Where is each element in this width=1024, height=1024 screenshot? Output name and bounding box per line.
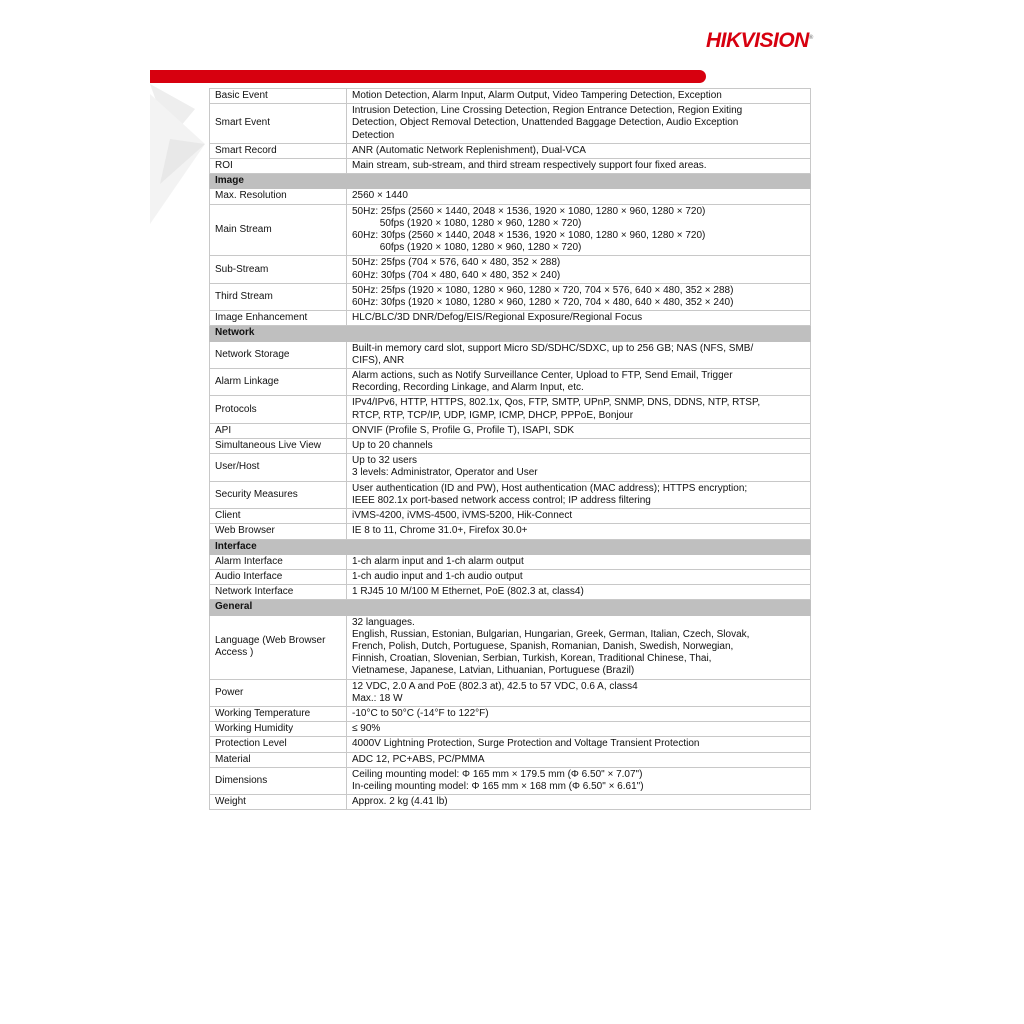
spec-value: 50Hz: 25fps (704 × 576, 640 × 480, 352 × 288) 60Hz: 30fps (704 × 480, 640 × 480, 352 × 240)	[347, 256, 811, 283]
spec-value: 32 languages. English, Russian, Estonian, Bulgarian, Hungarian, Greek, German, Italian, Czech, Slovak, French, Polish, Dutch, Portuguese, Spanish, Romanian, Danish, Swedish, Norwegian, Finnish, Croatian, Slovenian, Serbian, Turkish, Korean, Traditional Chinese, Thai, Vietnamese, Japanese, Latvian, Lithuanian, Portuguese (Brazil)	[347, 615, 811, 679]
spec-label: Working Humidity	[210, 722, 347, 737]
registered-mark: ®	[808, 35, 813, 41]
section-header	[210, 174, 811, 189]
spec-value: 50Hz: 25fps (1920 × 1080, 1280 × 960, 1280 × 720, 704 × 576, 640 × 480, 352 × 288) 60Hz: 30fps (1920 × 1080, 1280 × 960, 1280 × 720, 704 × 480, 640 × 480, 352 × 240)	[347, 283, 811, 310]
spec-label: Working Temperature	[210, 706, 347, 721]
spec-label: Sub-Stream	[210, 256, 347, 283]
spec-value: -10°C to 50°C (-14°F to 122°F)	[347, 706, 811, 721]
spec-label: Security Measures	[210, 481, 347, 508]
spec-value: IPv4/IPv6, HTTP, HTTPS, 802.1x, Qos, FTP, SMTP, UPnP, SNMP, DNS, DDNS, NTP, RTSP, RTCP, RTP, TCP/IP, UDP, IGMP, ICMP, DHCP, PPPoE, Bonjour	[347, 396, 811, 423]
spec-table	[209, 88, 811, 810]
spec-value: 1-ch alarm input and 1-ch alarm output	[347, 554, 811, 569]
header-red-bar	[150, 70, 706, 83]
spec-label: API	[210, 423, 347, 438]
spec-label: Smart Record	[210, 143, 347, 158]
spec-row	[210, 341, 811, 368]
spec-row	[210, 554, 811, 569]
spec-label: Basic Event	[210, 89, 347, 104]
spec-label: Network Interface	[210, 585, 347, 600]
spec-row	[210, 256, 811, 283]
spec-row	[210, 481, 811, 508]
spec-value: 1 RJ45 10 M/100 M Ethernet, PoE (802.3 at, class4)	[347, 585, 811, 600]
spec-value: ONVIF (Profile S, Profile G, Profile T), ISAPI, SDK	[347, 423, 811, 438]
spec-value: User authentication (ID and PW), Host authentication (MAC address); HTTPS encryption; IEEE 802.1x port-based network access control; IP address filtering	[347, 481, 811, 508]
spec-label: Network Storage	[210, 341, 347, 368]
spec-value: ANR (Automatic Network Replenishment), Dual-VCA	[347, 143, 811, 158]
spec-row	[210, 189, 811, 204]
spec-row	[210, 679, 811, 706]
spec-value: Approx. 2 kg (4.41 lb)	[347, 795, 811, 810]
hikvision-logo	[706, 29, 813, 53]
spec-value: ADC 12, PC+ABS, PC/PMMA	[347, 752, 811, 767]
spec-value: Up to 20 channels	[347, 439, 811, 454]
spec-value: Main stream, sub-stream, and third stream respectively support four fixed areas.	[347, 159, 811, 174]
spec-value: HLC/BLC/3D DNR/Defog/EIS/Regional Exposure/Regional Focus	[347, 311, 811, 326]
spec-label: ROI	[210, 159, 347, 174]
spec-row	[210, 423, 811, 438]
spec-row	[210, 104, 811, 144]
spec-row	[210, 396, 811, 423]
spec-label: Client	[210, 509, 347, 524]
spec-label: Protocols	[210, 396, 347, 423]
spec-label: Smart Event	[210, 104, 347, 144]
section-header	[210, 600, 811, 615]
spec-label: Alarm Interface	[210, 554, 347, 569]
spec-row	[210, 752, 811, 767]
spec-label: Language (Web Browser Access )	[210, 615, 347, 679]
spec-row	[210, 283, 811, 310]
spec-label: Audio Interface	[210, 569, 347, 584]
section-title: Image	[210, 174, 811, 189]
spec-row	[210, 454, 811, 481]
spec-row	[210, 439, 811, 454]
spec-row	[210, 204, 811, 256]
section-title: Network	[210, 326, 811, 341]
spec-label: Dimensions	[210, 767, 347, 794]
spec-value: 50Hz: 25fps (2560 × 1440, 2048 × 1536, 1920 × 1080, 1280 × 960, 1280 × 720) 50fps (1920 × 1080, 1280 × 960, 1280 × 720) 60Hz: 30fps (2560 × 1440, 2048 × 1536, 1920 × 1080, 1280 × 960, 1280 × 720) 60fps (1920 × 1080, 1280 × 960, 1280 × 720)	[347, 204, 811, 256]
spec-row	[210, 524, 811, 539]
spec-value: 4000V Lightning Protection, Surge Protection and Voltage Transient Protection	[347, 737, 811, 752]
spec-value: Alarm actions, such as Notify Surveillance Center, Upload to FTP, Send Email, Trigger Recording, Recording Linkage, and Alarm Input, etc.	[347, 369, 811, 396]
spec-value: 12 VDC, 2.0 A and PoE (802.3 at), 42.5 to 57 VDC, 0.6 A, class4 Max.: 18 W	[347, 679, 811, 706]
spec-row	[210, 722, 811, 737]
logo-text: HIKVISION	[706, 29, 809, 52]
spec-row	[210, 89, 811, 104]
spec-label: Material	[210, 752, 347, 767]
spec-label: Main Stream	[210, 204, 347, 256]
spec-label: Alarm Linkage	[210, 369, 347, 396]
spec-value: Intrusion Detection, Line Crossing Detection, Region Entrance Detection, Region Exiting Detection, Object Removal Detection, Unattended Baggage Detection, Audio Exception Detection	[347, 104, 811, 144]
spec-label: Simultaneous Live View	[210, 439, 347, 454]
spec-value: IE 8 to 11, Chrome 31.0+, Firefox 30.0+	[347, 524, 811, 539]
section-header	[210, 326, 811, 341]
section-header	[210, 539, 811, 554]
spec-row	[210, 369, 811, 396]
spec-value: 1-ch audio input and 1-ch audio output	[347, 569, 811, 584]
spec-value: 2560 × 1440	[347, 189, 811, 204]
spec-value: iVMS-4200, iVMS-4500, iVMS-5200, Hik-Connect	[347, 509, 811, 524]
spec-value: Built-in memory card slot, support Micro SD/SDHC/SDXC, up to 256 GB; NAS (NFS, SMB/ CIFS), ANR	[347, 341, 811, 368]
spec-row	[210, 585, 811, 600]
spec-row	[210, 706, 811, 721]
spec-value: Ceiling mounting model: Φ 165 mm × 179.5 mm (Φ 6.50" × 7.07") In-ceiling mounting model: Φ 165 mm × 168 mm (Φ 6.50" × 6.61")	[347, 767, 811, 794]
spec-row	[210, 311, 811, 326]
spec-row	[210, 795, 811, 810]
spec-row	[210, 569, 811, 584]
spec-value: ≤ 90%	[347, 722, 811, 737]
spec-value: Motion Detection, Alarm Input, Alarm Output, Video Tampering Detection, Exception	[347, 89, 811, 104]
spec-label: Third Stream	[210, 283, 347, 310]
spec-label: Max. Resolution	[210, 189, 347, 204]
spec-label: Weight	[210, 795, 347, 810]
spec-row	[210, 615, 811, 679]
spec-row	[210, 767, 811, 794]
spec-row	[210, 159, 811, 174]
spec-label: Protection Level	[210, 737, 347, 752]
spec-row	[210, 737, 811, 752]
spec-label: Image Enhancement	[210, 311, 347, 326]
section-title: General	[210, 600, 811, 615]
spec-row	[210, 143, 811, 158]
spec-label: Power	[210, 679, 347, 706]
spec-label: Web Browser	[210, 524, 347, 539]
spec-label: User/Host	[210, 454, 347, 481]
section-title: Interface	[210, 539, 811, 554]
spec-row	[210, 509, 811, 524]
spec-value: Up to 32 users 3 levels: Administrator, Operator and User	[347, 454, 811, 481]
watermark-graphic	[150, 84, 210, 229]
